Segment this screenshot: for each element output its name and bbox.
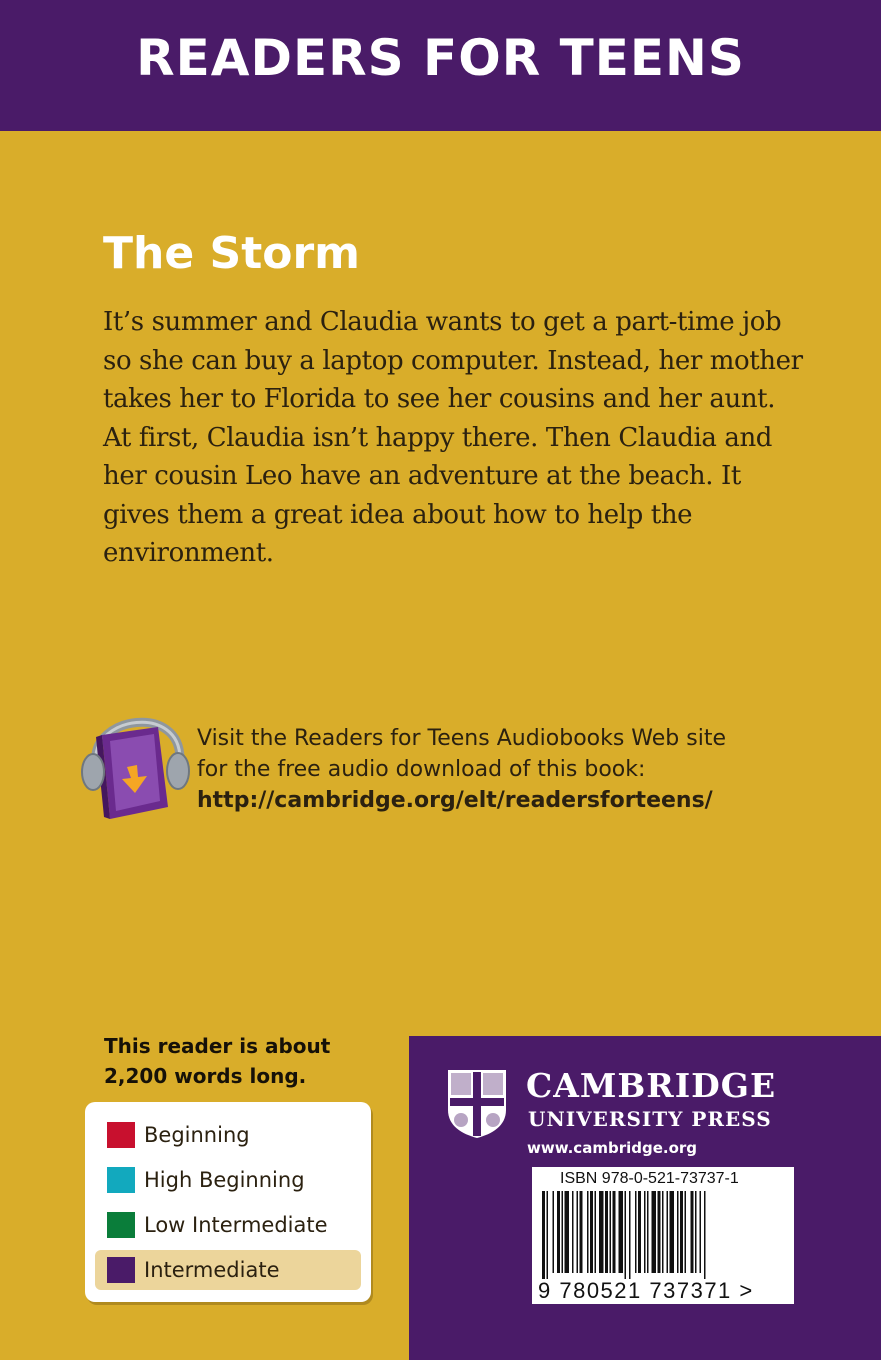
word-count-line-1: This reader is about	[104, 1034, 331, 1058]
barcode-bar	[572, 1191, 574, 1273]
reading-level-chart	[85, 1102, 371, 1302]
barcode-bar	[667, 1191, 669, 1273]
barcode-bar	[691, 1191, 694, 1273]
series-title: READERS FOR TEENS	[136, 28, 745, 87]
barcode-bar	[638, 1191, 641, 1273]
level-swatch-teal	[107, 1167, 135, 1193]
barcode-bar	[590, 1191, 593, 1273]
publisher-website-link[interactable]: www.cambridge.org	[527, 1139, 698, 1157]
barcode-digits: 9 780521 737371 >	[538, 1278, 754, 1303]
word-count-line-2: 2,200 words long.	[104, 1064, 307, 1088]
barcode-bar	[577, 1191, 579, 1273]
barcode-bar	[542, 1191, 545, 1279]
barcode-bar	[635, 1191, 637, 1273]
barcode-bar	[644, 1191, 646, 1273]
barcode-bar	[647, 1191, 649, 1273]
barcode-bar	[553, 1191, 555, 1273]
audio-note-line-2: for the free audio download of this book:	[197, 757, 646, 782]
audiobook-headphones-icon	[80, 697, 190, 822]
barcode-bar	[587, 1191, 589, 1273]
series-banner	[0, 0, 881, 131]
barcode-bar	[557, 1191, 560, 1273]
barcode-bar	[652, 1191, 657, 1273]
barcode-bar	[580, 1191, 583, 1273]
word-count	[104, 1031, 330, 1091]
publisher-subtitle: UNIVERSITY PRESS	[528, 1107, 772, 1131]
barcode-bar	[610, 1191, 612, 1273]
barcode-bar	[695, 1191, 697, 1273]
barcode-bar	[662, 1191, 664, 1273]
publisher-name: CAMBRIDGE	[526, 1066, 777, 1105]
level-label: High Beginning	[144, 1168, 305, 1192]
book-title: The Storm	[103, 228, 360, 279]
barcode-bar	[565, 1191, 570, 1273]
level-label: Intermediate	[144, 1258, 280, 1282]
barcode-bar	[599, 1191, 604, 1273]
audio-note-line-1: Visit the Readers for Teens Audiobooks Web site	[197, 726, 726, 751]
barcode-bar	[658, 1191, 661, 1273]
barcode-bars	[538, 1191, 788, 1279]
barcode-bar	[625, 1191, 627, 1279]
audio-download-link[interactable]: http://cambridge.org/elt/readersforteens/	[197, 788, 713, 813]
level-intermediate-current	[95, 1250, 361, 1290]
barcode-bar	[670, 1191, 675, 1273]
level-label: Low Intermediate	[144, 1213, 328, 1237]
barcode-bar	[562, 1191, 564, 1273]
barcode-bar	[704, 1191, 706, 1279]
level-beginning	[95, 1115, 361, 1155]
barcode-bar	[619, 1191, 624, 1273]
barcode-bar	[595, 1191, 597, 1273]
isbn-number: ISBN 978-0-521-73737-1	[560, 1170, 739, 1187]
book-blurb: It’s summer and Claudia wants to get a part-time job so she can buy a laptop computer. Instead, her mother takes her to Florida to see her cousins and her aunt. At first, Claudia isn’t happy there. Then Claudia and her cousin Leo have an adventure at the beach. It gives them a great idea about how to help the environment.	[103, 307, 803, 568]
level-swatch-purple	[107, 1257, 135, 1283]
barcode-bar	[700, 1191, 702, 1273]
level-high-beginning	[95, 1160, 361, 1200]
barcode-bar	[605, 1191, 608, 1273]
level-label: Beginning	[144, 1123, 250, 1147]
cambridge-crest-icon	[446, 1068, 508, 1140]
publisher-panel	[409, 1036, 881, 1360]
barcode-bar	[629, 1191, 631, 1279]
barcode-bar	[613, 1191, 616, 1273]
barcode	[532, 1167, 794, 1304]
level-swatch-red	[107, 1122, 135, 1148]
barcode-bar	[680, 1191, 683, 1273]
barcode-bar	[547, 1191, 549, 1279]
barcode-bar	[677, 1191, 679, 1273]
audio-download-note	[197, 723, 867, 816]
level-low-intermediate	[95, 1205, 361, 1245]
barcode-bar	[685, 1191, 687, 1273]
level-swatch-green	[107, 1212, 135, 1238]
